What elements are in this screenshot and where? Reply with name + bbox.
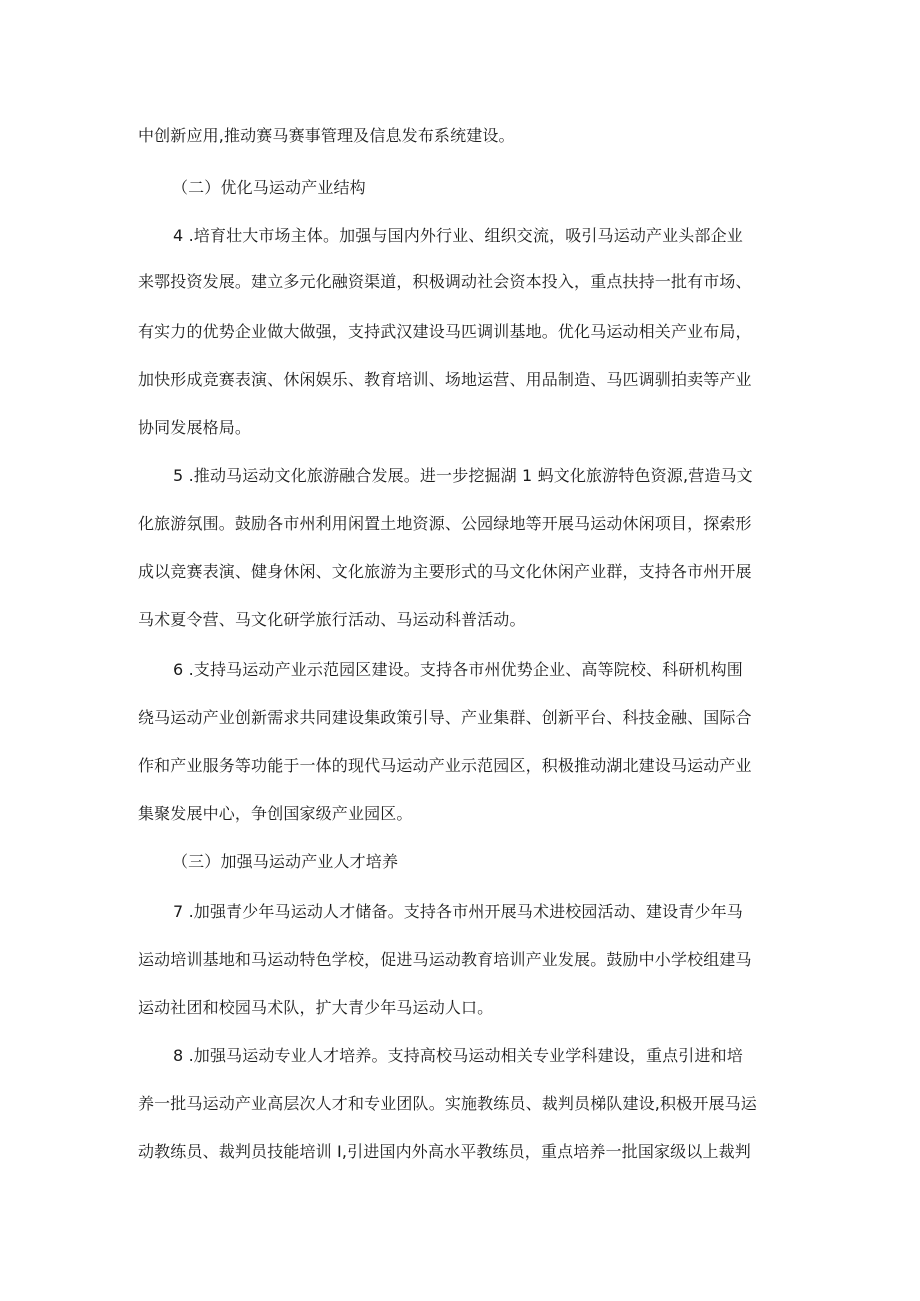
section-heading: （三）加强马运动产业人才培养 [172, 852, 399, 871]
text-line: 作和产业服务等功能于一体的现代马运动产业示范园区，积极推动湖北建设马运动产业 [138, 756, 752, 775]
text-line: 加快形成竞赛表演、休闲娱乐、教育培训、场地运营、用品制造、马匹调驯拍卖等产业 [138, 370, 752, 389]
paragraph-start: 7 .加强青少年马运动人才储备。支持各市州开展马术进校园活动、建设青少年马 [173, 902, 743, 921]
section-heading: （二）优化马运动产业结构 [172, 178, 366, 197]
text-line: 运动社团和校园马术队，扩大青少年马运动人口。 [138, 998, 494, 1017]
paragraph-start: 8 .加强马运动专业人才培养。支持高校马运动相关专业学科建设，重点引进和培 [173, 1046, 743, 1065]
text-line: 动教练员、裁判员技能培训 I,引进国内外高水平教练员，重点培养一批国家级以上裁判 [138, 1142, 751, 1161]
text-line: 运动培训基地和马运动特色学校，促进马运动教育培训产业发展。鼓励中小学校组建马 [138, 950, 752, 969]
text-line: 集聚发展中心，争创国家级产业园区。 [138, 804, 413, 823]
text-line: 马术夏令营、马文化研学旅行活动、马运动科普活动。 [138, 610, 526, 629]
paragraph-start: 4 .培育壮大市场主体。加强与国内外行业、组织交流，吸引马运动产业头部企业 [173, 226, 743, 245]
text-line: 协同发展格局。 [138, 418, 252, 437]
text-line: 中创新应用,推动赛马赛事管理及信息发布系统建设。 [138, 126, 515, 145]
paragraph-start: 6 .支持马运动产业示范园区建设。支持各市州优势企业、高等院校、科研机构围 [173, 660, 743, 679]
text-line: 成以竞赛表演、健身休闲、文化旅游为主要形式的马文化休闲产业群，支持各市州开展 [138, 562, 752, 581]
text-line: 养一批马运动产业高层次人才和专业团队。实施教练员、裁判员梯队建设,积极开展马运 [138, 1094, 757, 1113]
text-line: 化旅游氛围。鼓励各市州利用闲置土地资源、公园绿地等开展马运动休闲项目，探索形 [138, 514, 752, 533]
paragraph-start: 5 .推动马运动文化旅游融合发展。进一步挖掘湖 1 蚂文化旅游特色资源,营造马文 [173, 466, 753, 485]
text-line: 绕马运动产业创新需求共同建设集政策引导、产业集群、创新平台、科技金融、国际合 [138, 708, 752, 727]
text-line: 来鄂投资发展。建立多元化融资渠道，积极调动社会资本投入，重点扶持一批有市场、 [138, 272, 752, 291]
text-line: 有实力的优势企业做大做强，支持武汉建设马匹调训基地。优化马运动相关产业布局， [138, 322, 752, 341]
